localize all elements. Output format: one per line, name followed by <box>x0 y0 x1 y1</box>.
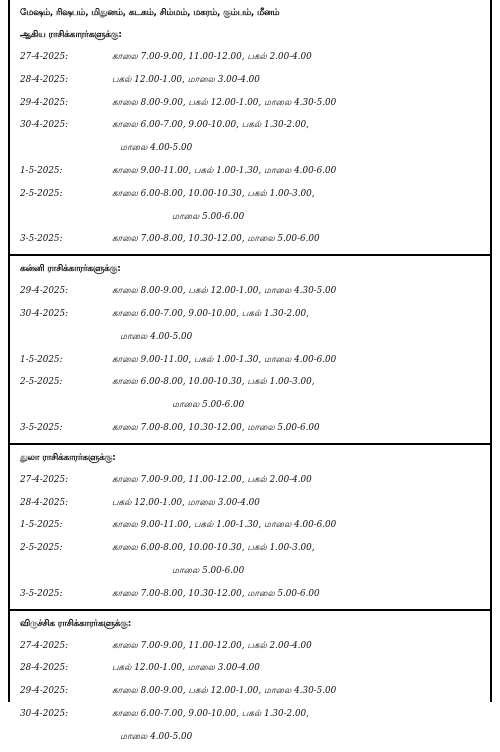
schedule-row <box>20 371 490 394</box>
schedule-row <box>20 183 490 206</box>
schedule-row <box>20 703 490 726</box>
schedule-row <box>20 46 490 69</box>
schedule-date: 28-4-2025: <box>20 74 69 85</box>
schedule-row <box>20 280 490 303</box>
schedule-times: காலை 7.00-9.00, 11.00-12.00, பகல் 2.00-4.00 <box>112 640 312 651</box>
schedule-date: 3-5-2025: <box>20 234 63 245</box>
schedule-row <box>20 680 490 703</box>
schedule-times: காலை 9.00-11.00, பகல் 1.00-1.30, மாலை 4.00-6.00 <box>112 354 337 365</box>
schedule-row <box>20 492 490 515</box>
schedule-times: காலை 7.00-8.00, 10.30-12.00, மாலை 5.00-6.00 <box>112 588 320 599</box>
schedule-times-continued: மாலை 5.00-6.00 <box>172 400 245 411</box>
schedule-times: காலை 7.00-9.00, 11.00-12.00, பகல் 2.00-4.00 <box>112 474 312 485</box>
schedule-date: 1-5-2025: <box>20 165 63 176</box>
schedule-times: காலை 9.00-11.00, பகல் 1.00-1.30, மாலை 4.00-6.00 <box>112 165 337 176</box>
schedule-row <box>20 537 490 560</box>
section-heading: விருச்சிக ராசிக்காரர்களுக்கு: <box>20 618 132 629</box>
schedule-date: 28-4-2025: <box>20 663 69 674</box>
rasi-section <box>10 443 490 609</box>
schedule-date: 28-4-2025: <box>20 497 69 508</box>
schedule-row <box>20 303 490 326</box>
schedule-date: 1-5-2025: <box>20 520 63 531</box>
schedule-date: 29-4-2025: <box>20 286 69 297</box>
schedule-date: 2-5-2025: <box>20 543 63 554</box>
schedule-date: 30-4-2025: <box>20 308 69 319</box>
schedule-date: 29-4-2025: <box>20 686 69 697</box>
schedule-row <box>20 349 490 372</box>
rasi-section <box>10 0 490 254</box>
schedule-row <box>20 160 490 183</box>
schedule-times: காலை 8.00-9.00, பகல் 12.00-1.00, மாலை 4.30-5.00 <box>112 97 337 108</box>
schedule-date: 30-4-2025: <box>20 120 69 131</box>
schedule-row <box>20 114 490 137</box>
schedule-times-continued: மாலை 4.00-5.00 <box>120 731 193 742</box>
schedule-times: காலை 6.00-7.00, 9.00-10.00, பகல் 1.30-2.00, <box>112 120 309 131</box>
schedule-times: பகல் 12.00-1.00, மாலை 3.00-4.00 <box>112 74 260 85</box>
schedule-times: காலை 7.00-9.00, 11.00-12.00, பகல் 2.00-4.00 <box>112 52 312 62</box>
section-spacer <box>20 749 490 752</box>
schedule-times: காலை 8.00-9.00, பகல் 12.00-1.00, மாலை 4.30-5.00 <box>112 286 337 297</box>
schedule-times: காலை 9.00-11.00, பகல் 1.00-1.30, மாலை 4.00-6.00 <box>112 520 337 531</box>
schedule-times: காலை 7.00-8.00, 10.30-12.00, மாலை 5.00-6.00 <box>112 422 320 433</box>
schedule-row <box>20 657 490 680</box>
schedule-date: 3-5-2025: <box>20 588 63 599</box>
schedule-row <box>20 69 490 92</box>
schedule-date: 1-5-2025: <box>20 354 63 365</box>
schedule-date: 27-4-2025: <box>20 474 69 485</box>
schedule-times: காலை 6.00-8.00, 10.00-10.30, பகல் 1.00-3.00, <box>112 188 315 199</box>
schedule-row <box>20 469 490 492</box>
section-heading: மேஷம், ரிஷபம், மிதுனம், கடகம், சிம்மம், மகரம், கும்பம், மீனம் <box>20 8 280 18</box>
section-heading: துலா ராசிக்காரர்களுக்கு: <box>20 452 116 463</box>
schedule-times: காலை 6.00-7.00, 9.00-10.00, பகல் 1.30-2.00, <box>112 308 309 319</box>
rasi-section <box>10 254 490 443</box>
schedule-row <box>20 514 490 537</box>
schedule-times: காலை 6.00-8.00, 10.00-10.30, பகல் 1.00-3.00, <box>112 377 315 388</box>
schedule-date: 2-5-2025: <box>20 377 63 388</box>
schedule-row <box>20 228 490 251</box>
schedule-times-continued: மாலை 4.00-5.00 <box>120 143 193 154</box>
schedule-row <box>20 635 490 658</box>
schedule-row <box>20 417 490 440</box>
schedule-date: 27-4-2025: <box>20 52 69 62</box>
schedule-times-continued: மாலை 5.00-6.00 <box>172 211 245 222</box>
schedule-times: காலை 7.00-8.00, 10.30-12.00, மாலை 5.00-6.00 <box>112 234 320 245</box>
schedule-times-continued: மாலை 4.00-5.00 <box>120 331 193 342</box>
schedule-date: 2-5-2025: <box>20 188 63 199</box>
schedule-times-continued: மாலை 5.00-6.00 <box>172 565 245 576</box>
section-heading: ஆகிய ராசிக்காரர்களுக்கு: <box>20 30 122 40</box>
schedule-row <box>20 583 490 606</box>
schedule-times: பகல் 12.00-1.00, மாலை 3.00-4.00 <box>112 663 260 674</box>
schedule-times: காலை 6.00-8.00, 10.00-10.30, பகல் 1.00-3.00, <box>112 543 315 554</box>
schedule-sheet <box>8 0 492 742</box>
schedule-row <box>20 92 490 115</box>
schedule-date: 3-5-2025: <box>20 422 63 433</box>
schedule-times: காலை 6.00-7.00, 9.00-10.00, பகல் 1.30-2.00, <box>112 708 309 719</box>
schedule-date: 29-4-2025: <box>20 97 69 108</box>
schedule-date: 30-4-2025: <box>20 708 69 719</box>
schedule-times: பகல் 12.00-1.00, மாலை 3.00-4.00 <box>112 497 260 508</box>
schedule-date: 27-4-2025: <box>20 640 69 651</box>
section-heading: கன்னி ராசிக்காரர்களுக்கு: <box>20 264 121 275</box>
rasi-section <box>10 609 490 752</box>
schedule-times: காலை 8.00-9.00, பகல் 12.00-1.00, மாலை 4.30-5.00 <box>112 686 337 697</box>
